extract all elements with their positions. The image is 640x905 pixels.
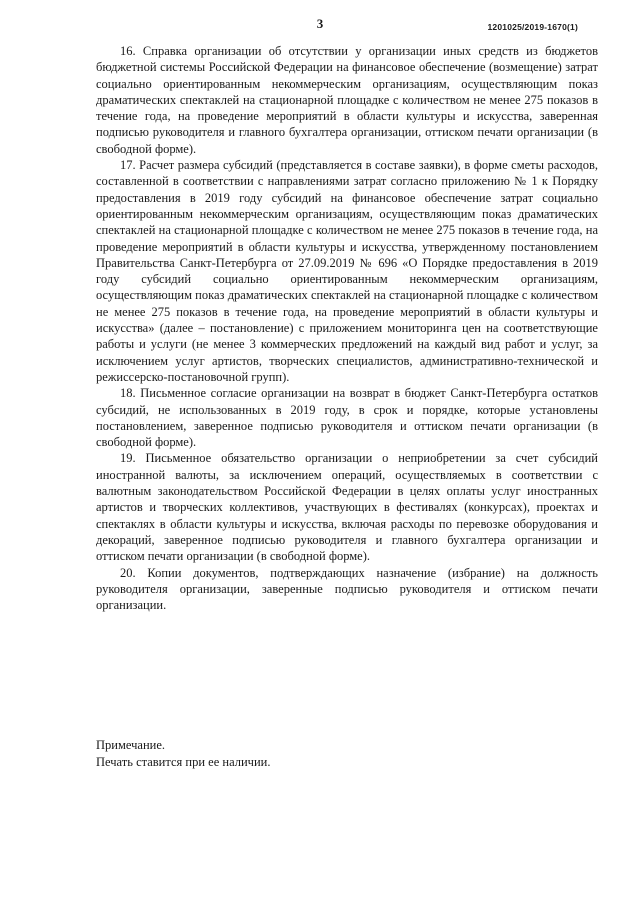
note-text: Печать ставится при ее наличии. <box>96 755 271 769</box>
note-title: Примечание. <box>96 738 166 752</box>
note-block <box>96 737 496 771</box>
paragraph-17: 17. Расчет размера субсидий (представляется в составе заявки), в форме сметы расходов, составленной в соответствии с направлениями затрат согласно приложению № 1 к Порядку предоставления в 2019 году субсидий на финансовое обеспечение затрат социально ориентированным некоммерческим организациям, осуществляющим показ драматических спектаклей на стационарной площадке с количеством не менее 275 показов в течение года, на проведение мероприятий в области культуры и искусства, утвержденному постановлением Правительства Санкт-Петербурга от 27.09.2019 № 696 «О Порядке предоставления в 2019 году субсидий социально ориентированным некоммерческим организациям, осуществляющим показ драматических спектаклей на стационарной площадке с количеством не менее 275 показов в течение года, на проведение мероприятий в области культуры и искусства» (далее – постановление) с приложением мониторинга цен на соответствующие работы и услуги (не менее 3 коммерческих предложений на каждый вид работ и услуг, за исключением услуг артистов, творческих специалистов, административно-технической и режиссерско-постановочной групп). <box>96 158 598 384</box>
paragraph-19: 19. Письменное обязательство организации о неприобретении за счет субсидий иностранной валюты, за исключением операций, осуществляемых в соответствии с валютным законодательством Российской Федерации в целях оплаты услуг иностранных артистов и творческих коллективов, участвующих в фестивалях (конкурсах), проектах и спектаклях в области культуры и искусства, включая расходы по перевозке оборудования и декораций, заверенное подписью руководителя и главного бухгалтера организации и оттиском печати организации (в свободной форме). <box>96 451 598 564</box>
paragraph-16: 16. Справка организации об отсутствии у организации иных средств из бюджетов бюджетной системы Российской Федерации на финансовое обеспечение (возмещение) затрат социально ориентированным некоммерческим организациям, осуществляющим показ драматических спектаклей на стационарной площадке с количеством не менее 275 показов в течение года, на проведение мероприятий в области культуры и искусства, заверенная подписью руководителя и главного бухгалтера организации, оттиском печати организации (в свободной форме). <box>96 44 598 156</box>
document-code: 1201025/2019-1670(1) <box>487 22 578 32</box>
page-number: 3 <box>316 16 324 31</box>
paragraph-20: 20. Копии документов, подтверждающих назначение (избрание) на должность руководителя организации, заверенные подписью руководителя и оттиском печати организации. <box>96 565 598 613</box>
paragraph-18: 18. Письменное согласие организации на возврат в бюджет Санкт-Петербурга остатков субсидий, не использованных в 2019 году, в срок и порядке, которые установлены постановлением, заверенное подписью руководителя и оттиском печати организации (в свободной форме). <box>96 386 598 450</box>
document-body <box>96 43 598 613</box>
